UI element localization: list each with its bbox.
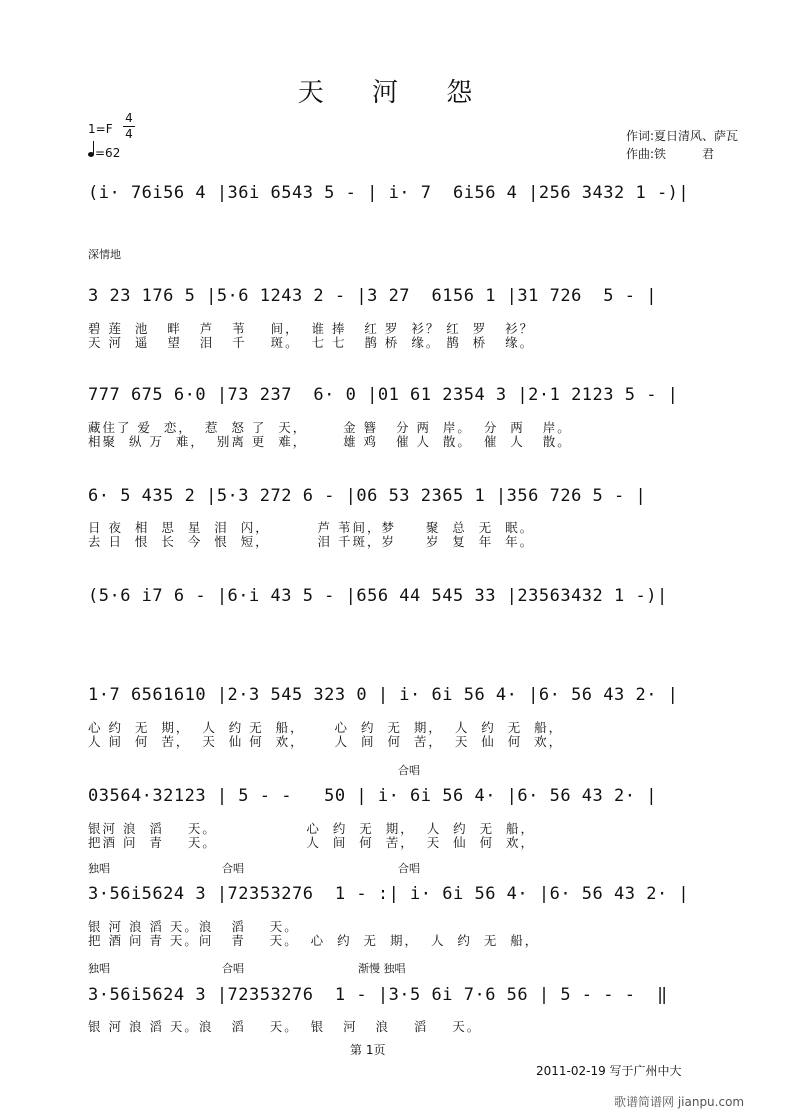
tempo-value: =62 (95, 146, 121, 160)
section-label: 合唱 (398, 764, 420, 777)
section-label: 独唱 (88, 962, 110, 975)
lyrics-line: 把 酒 问 青 天。问 青 天。 心 约 无 期， 人 约 无 船， (88, 933, 540, 948)
date-note: 2011-02-19 写于广州中大 (536, 1064, 682, 1078)
lyrics-line: 把酒 问 青 天。 人 间 何 苦， 天 仙 何 欢， (88, 835, 536, 850)
lyrics-line: 银 河 浪 滔 天。浪 滔 天。 银 河 浪 滔 天。 (88, 1019, 482, 1034)
time-signature (123, 112, 135, 141)
notation-system-1: (i· 76i56 4 |36i 6543 5 - | i· 7 6i56 4 |256 3432 1 -)| (88, 183, 690, 203)
lyrics-line: 人 间 何 苦， 天 仙 何 欢， 人 间 何 苦， 天 仙 何 欢， (88, 734, 564, 749)
notation-system-5: (5·6 i7 6 - |6·i 43 5 - |656 44 545 33 |23563432 1 -)| (88, 586, 668, 606)
song-title: 天 河 怨 (297, 78, 493, 108)
watermark: 歌谱简谱网 jianpu.com (614, 1095, 745, 1109)
quarter-note-icon (88, 152, 94, 157)
lyrics-line: 心 约 无 期， 人 约 无 船， 心 约 无 期， 人 约 无 船， (88, 720, 564, 735)
tempo-marking (88, 146, 120, 160)
lyrics-line: 天 河 遥 望 泪 千 斑。 七 七 鹊 桥 缘。 鹊 桥 缘。 (88, 335, 535, 350)
page-number: 第 1页 (350, 1043, 386, 1057)
time-bottom: 4 (125, 127, 133, 141)
lyrics-line: 相聚 纵 万 难， 别离 更 难， 雄 鸡 催 人 散。 催 人 散。 (88, 434, 572, 449)
section-label: 合唱 (398, 862, 420, 875)
lyrics-line: 碧 莲 池 畔 芦 苇 间， 谁 捧 红 罗 衫？ 红 罗 衫？ (88, 321, 535, 336)
lyrics-line: 银 河 浪 滔 天。浪 滔 天。 (88, 919, 299, 934)
credits (626, 127, 738, 163)
section-label: 渐慢 独唱 (358, 962, 406, 975)
lyricist: 作词:夏日清风、萨瓦 (626, 129, 739, 143)
section-label: 独唱 (88, 862, 110, 875)
expression-mark: 深情地 (88, 248, 121, 261)
section-label: 合唱 (222, 962, 244, 975)
notation-system-4: 6· 5 435 2 |5·3 272 6 - |06 53 2365 1 |356 726 5 - | (88, 486, 647, 506)
notation-system-7: 03564·32123 | 5 - - 50 | i· 6i 56 4· |6· 56 43 2· | (88, 786, 657, 806)
time-top: 4 (125, 111, 133, 125)
lyrics-line: 去 日 恨 长 今 恨 短， 泪 千斑，岁 岁 复 年 年。 (88, 534, 535, 549)
lyrics-line: 银河 浪 滔 天。 心 约 无 期， 人 约 无 船， (88, 821, 536, 836)
notation-system-9: 3·56i5624 3 |72353276 1 - |3·5 6i 7·6 56 | 5 - - - ‖ (88, 985, 668, 1005)
key-signature: 1=F (88, 122, 113, 136)
lyrics-line: 日 夜 相 思 星 泪 闪， 芦 苇间，梦 聚 总 无 眠。 (88, 520, 535, 535)
notation-system-6: 1·7 6561610 |2·3 545 323 0 | i· 6i 56 4· |6· 56 43 2· | (88, 685, 679, 705)
lyrics-line: 藏住了 爱 恋， 惹 怒 了 天， 金 簪 分 两 岸。 分 两 岸。 (88, 420, 572, 435)
notation-system-8: 3·56i5624 3 |72353276 1 - :| i· 6i 56 4· |6· 56 43 2· | (88, 884, 690, 904)
composer: 作曲:铁 君 (626, 147, 715, 161)
section-label: 合唱 (222, 862, 244, 875)
notation-system-3: 777 675 6·0 |73 237 6· 0 |01 61 2354 3 |2·1 2123 5 - | (88, 385, 679, 405)
notation-system-2: 3 23 176 5 |5·6 1243 2 - |3 27 6156 1 |31 726 5 - | (88, 286, 657, 306)
